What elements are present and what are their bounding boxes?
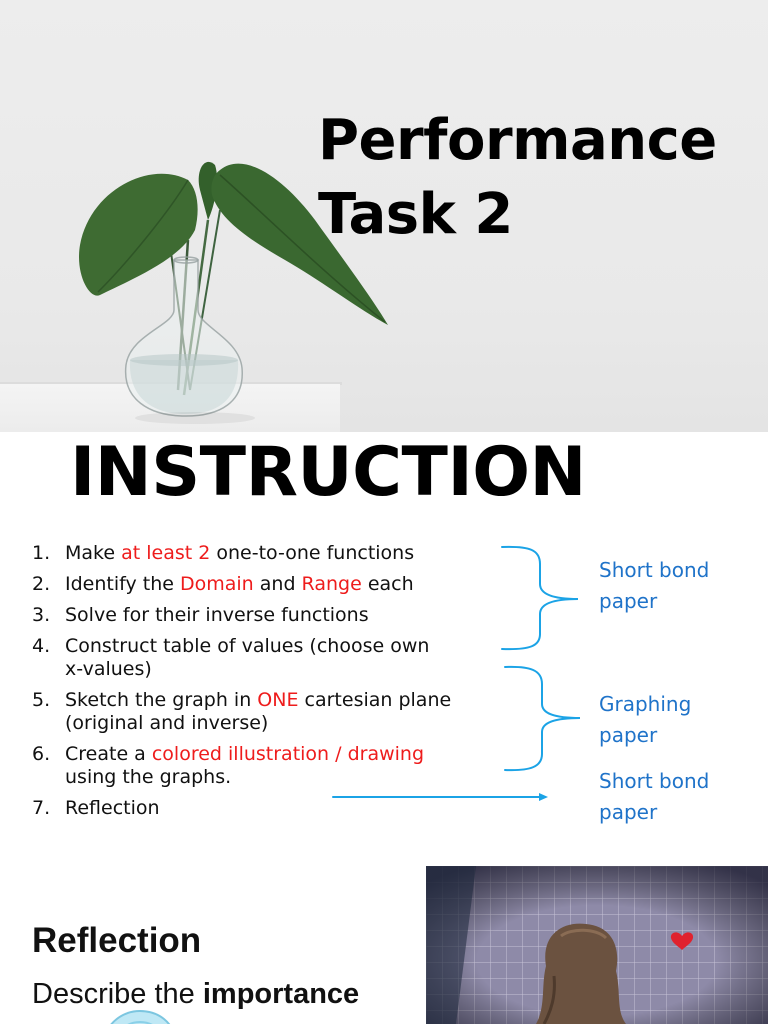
step-number: 1. <box>32 542 51 564</box>
note-graphing: Graphing paper <box>599 692 692 747</box>
step-text: Construct table of values (choose own x-values) <box>65 635 430 680</box>
reflection-slide <box>0 866 768 1024</box>
arrow-head-icon <box>539 793 548 801</box>
grid-photo-image <box>426 866 768 1024</box>
step-number: 6. <box>32 743 51 765</box>
instruction-slide <box>0 432 768 866</box>
highlight-text: Domain <box>179 573 254 595</box>
curly-bracket-1 <box>502 547 578 649</box>
step-number: 7. <box>32 797 51 819</box>
step-text: Solve for their inverse functions <box>65 604 369 626</box>
highlight-text: at least 2 <box>121 542 211 564</box>
reflection-title: Reflection <box>32 921 202 960</box>
reflection-text: Describe the importance <box>32 978 360 1010</box>
step-text: Sketch the graph in ONE cartesian plane (original and inverse) <box>65 689 452 734</box>
title-line-2: Task 2 <box>318 182 513 247</box>
curly-bracket-2 <box>505 667 580 770</box>
step-number: 4. <box>32 635 51 657</box>
title-slide <box>0 0 768 432</box>
step-number: 5. <box>32 689 51 711</box>
step-text: Create a colored illustration / drawing using the graphs. <box>65 743 425 788</box>
instruction-heading: INSTRUCTION <box>70 433 586 512</box>
highlight-text: ONE <box>257 689 299 711</box>
highlight-text: colored illustration / drawing <box>151 743 425 765</box>
step-text: Identify the Domain and Range each <box>65 573 414 595</box>
title-line-1: Performance <box>318 108 717 173</box>
step-text: Make at least 2 one-to-one functions <box>65 542 415 564</box>
step-number: 2. <box>32 573 51 595</box>
step-number: 3. <box>32 604 51 626</box>
decorative-sticker-image <box>95 1006 185 1024</box>
note-short-bond-2: Short bond paper <box>599 769 710 824</box>
note-short-bond-1: Short bond paper <box>599 558 710 613</box>
page-title <box>318 104 717 252</box>
step-text: Reflection <box>65 797 160 819</box>
highlight-text: Range <box>301 573 362 595</box>
